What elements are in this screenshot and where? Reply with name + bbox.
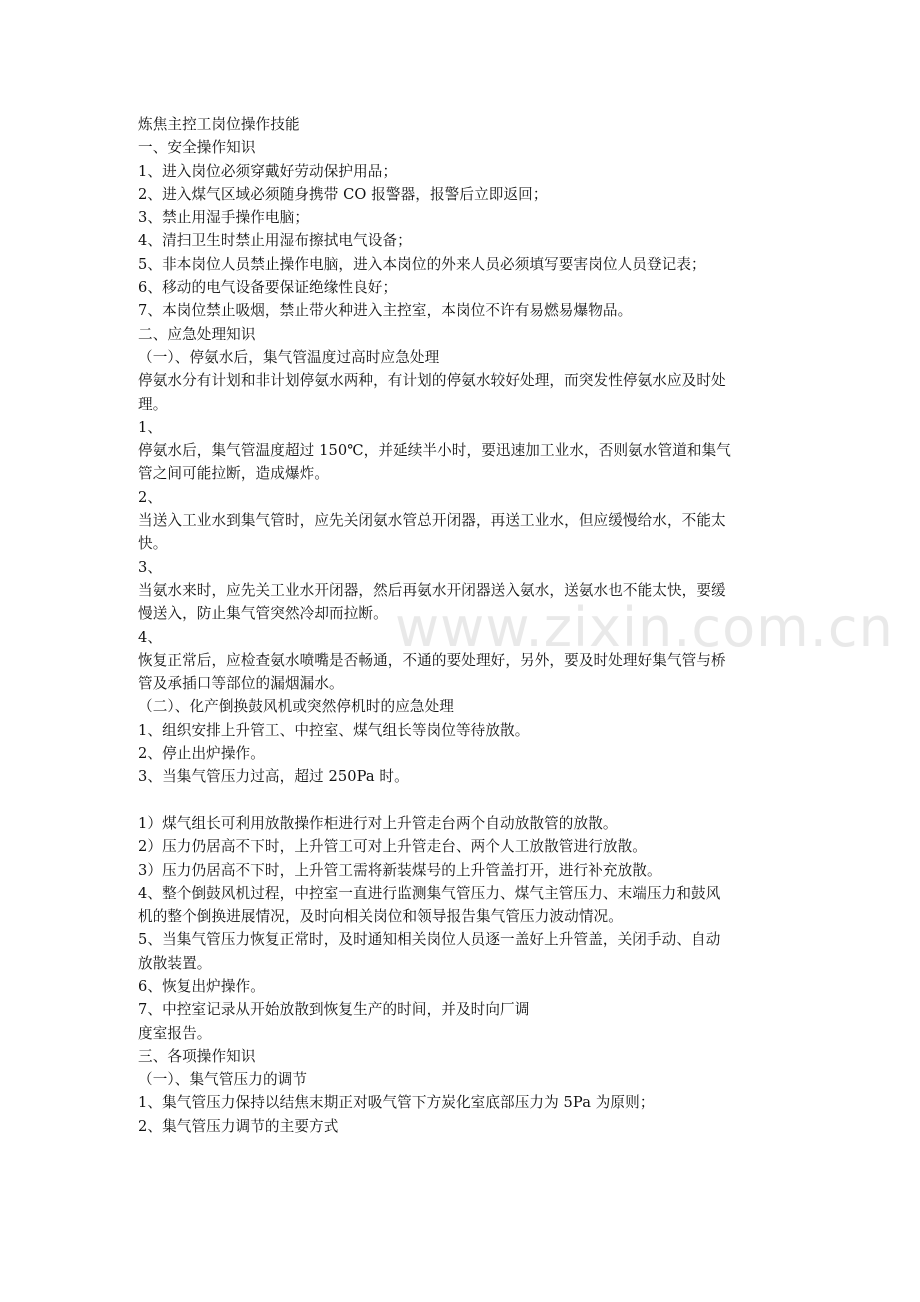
item-number: 3、 bbox=[138, 558, 163, 576]
subsection-heading: （一）、停氨水后，集气管温度过高时应急处理 bbox=[138, 348, 440, 366]
text-line: 3）压力仍居高不下时，上升管工需将新装煤号的上升管盖打开，进行补充放散。 bbox=[138, 861, 662, 879]
text-line: 慢送入，防止集气管突然冷却而拉断。 bbox=[138, 605, 388, 623]
text-line: 理。 bbox=[138, 395, 168, 413]
text-line: 5、当集气管压力恢复正常时，及时通知相关岗位人员逐一盖好上升管盖，关闭手动、自动 bbox=[138, 931, 721, 949]
text-line: 2、停止出炉操作。 bbox=[138, 745, 265, 763]
text-line: 1、进入岗位必须穿戴好劳动保护用品； bbox=[138, 162, 398, 180]
text-line: 2、进入煤气区域必须随身携带 CO 报警器，报警后立即返回； bbox=[138, 185, 548, 203]
section-heading-operations: 三、各项操作知识 bbox=[138, 1047, 256, 1065]
text-line: 放散装置。 bbox=[138, 954, 212, 972]
subsection-heading: （一）、集气管压力的调节 bbox=[138, 1071, 308, 1089]
section-heading-emergency: 二、应急处理知识 bbox=[138, 325, 256, 343]
text-line: 当氨水来时，应先关工业水开闭器，然后再氨水开闭器送入氨水，送氨水也不能太快，要缓 bbox=[138, 581, 726, 599]
text-line: 4、清扫卫生时禁止用湿布擦拭电气设备； bbox=[138, 232, 412, 250]
text-line: 1、集气管压力保持以结焦末期正对吸气管下方炭化室底部压力为 5Pa 为原则； bbox=[138, 1094, 655, 1112]
text-line: 停氨水分有计划和非计划停氨水两种，有计划的停氨水较好处理，而突发性停氨水应及时处 bbox=[138, 372, 726, 390]
item-number: 1、 bbox=[138, 418, 163, 436]
section-heading-safety: 一、安全操作知识 bbox=[138, 139, 256, 157]
watermark: www.zixin.com.cn bbox=[395, 596, 894, 659]
text-line: 机的整个倒换进展情况，及时向相关岗位和领导报告集气管压力波动情况。 bbox=[138, 908, 623, 926]
item-number: 4、 bbox=[138, 628, 163, 646]
document-title: 炼焦主控工岗位操作技能 bbox=[138, 116, 300, 133]
document-body bbox=[138, 113, 788, 1138]
text-line: 7、本岗位禁止吸烟，禁止带火种进入主控室，本岗位不许有易燃易爆物品。 bbox=[138, 302, 633, 320]
text-line: 2、集气管压力调节的主要方式 bbox=[138, 1117, 339, 1135]
text-line: 3、禁止用湿手操作电脑； bbox=[138, 209, 310, 227]
text-line: 快。 bbox=[138, 535, 168, 553]
text-line: 恢复正常后，应检查氨水喷嘴是否畅通，不通的要处理好，另外，要及时处理好集气管与桥 bbox=[138, 651, 726, 669]
blank-line bbox=[138, 789, 788, 812]
text-line: 5、非本岗位人员禁止操作电脑，进入本岗位的外来人员必须填写要害岗位人员登记表； bbox=[138, 255, 706, 273]
text-line: 当送入工业水到集气管时，应先关闭氨水管总开闭器，再送工业水，但应缓慢给水，不能太 bbox=[138, 512, 726, 530]
item-number: 2、 bbox=[138, 488, 163, 506]
text-line: 4、整个倒鼓风机过程，中控室一直进行监测集气管压力、煤气主管压力、末端压力和鼓风 bbox=[138, 884, 721, 902]
text-line: 度室报告。 bbox=[138, 1024, 212, 1042]
text-line: 3、当集气管压力过高，超过 250Pa 时。 bbox=[138, 768, 409, 786]
text-line: 7、中控室记录从开始放散到恢复生产的时间，并及时向厂调 bbox=[138, 1001, 530, 1019]
text-line: 1、组织安排上升管工、中控室、煤气组长等岗位等待放散。 bbox=[138, 721, 530, 739]
text-line: 管及承插口等部位的漏烟漏水。 bbox=[138, 675, 344, 693]
text-line: 2）压力仍居高不下时，上升管工可对上升管走台、两个人工放散管进行放散。 bbox=[138, 838, 647, 856]
text-line: 6、恢复出炉操作。 bbox=[138, 977, 265, 995]
text-line: 管之间可能拉断，造成爆炸。 bbox=[138, 465, 330, 483]
text-line: 1）煤气组长可利用放散操作柜进行对上升管走台两个自动放散管的放散。 bbox=[138, 814, 618, 832]
text-line: 6、移动的电气设备要保证绝缘性良好； bbox=[138, 279, 398, 297]
text-line: 停氨水后，集气管温度超过 150℃，并延续半小时，要迅速加工业水，否则氨水管道和集气 bbox=[138, 442, 731, 460]
subsection-heading: （二）、化产倒换鼓风机或突然停机时的应急处理 bbox=[138, 698, 454, 716]
